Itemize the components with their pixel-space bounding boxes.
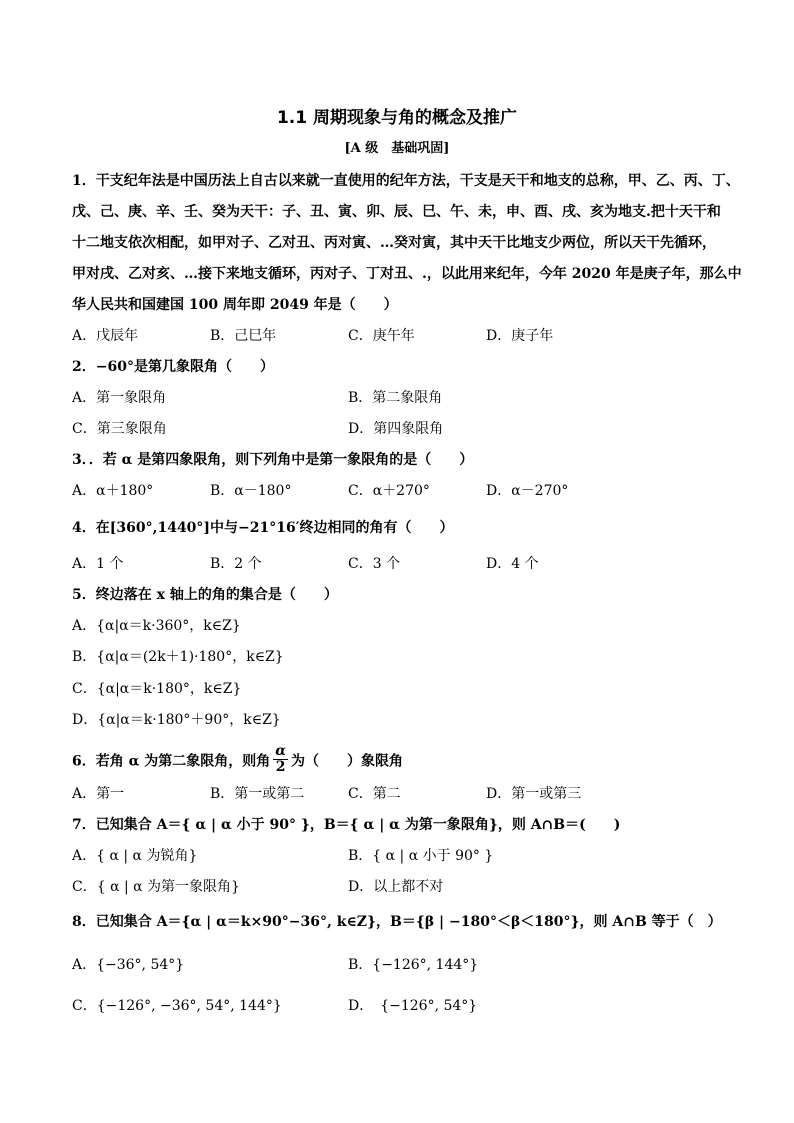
q3-option-b: B．α－180° — [210, 483, 292, 499]
q6-stem — [72, 743, 404, 777]
q2-option-b: B．第二象限角 — [348, 390, 443, 406]
q6-fraction-numerator: α — [275, 743, 287, 759]
q1-line-1: 1．干支纪年法是中国历法上自古以来就一直使用的纪年方法，干支是天干和地支的总称，甲、乙、丙、丁、 — [72, 173, 740, 189]
q1-line-3: 十二地支依次相配，如甲对子、乙对丑、丙对寅、…癸对寅，其中天干比地支少两位，所以天干先循环， — [72, 235, 716, 251]
q5-option-c: C．{α|α＝k·180°，k∈Z} — [72, 681, 242, 697]
q5-option-a: A．{α|α＝k·360°，k∈Z} — [72, 618, 241, 634]
q7-option-c: C．{ α | α 为第一象限角} — [72, 879, 240, 895]
q6-option-b: B．第一或第二 — [210, 786, 305, 802]
q4-option-a: A．1 个 — [72, 556, 124, 572]
q4-option-d: D．4 个 — [486, 556, 539, 572]
q1-line-5: 华人民共和国建国 100 周年即 2049 年是（ ） — [72, 297, 398, 313]
q3-option-d: D．α－270° — [486, 483, 569, 499]
q3-option-c: C．α＋270° — [348, 483, 430, 499]
q3-stem: 3．．若 α 是第四象限角，则下列角中是第一象限角的是（ ） — [72, 452, 474, 468]
q1-line-4: 甲对戌、乙对亥、…接下来地支循环，丙对子、丁对丑、.，以此用来纪年，今年 2020 年是庚子年，那么中 — [72, 266, 742, 282]
q6-fraction-denominator: 2 — [275, 759, 286, 775]
q8-stem: 8．已知集合 A＝{α | α＝k×90°−36°, k∈Z}，B＝{β | −180°＜β＜180°}，则 A∩B 等于（ ） — [72, 914, 722, 930]
level-subtitle: [A 级 基础巩固] — [344, 141, 450, 156]
q6-stem-end: 为（ ）象限角 — [291, 753, 404, 770]
q2-option-d: D．第四象限角 — [348, 421, 444, 437]
q4-option-b: B．2 个 — [210, 556, 262, 572]
q4-option-c: C．3 个 — [348, 556, 401, 572]
q2-stem: 2．−60°是第几象限角（ ） — [72, 359, 274, 375]
q1-option-c: C．庚午年 — [348, 328, 415, 344]
q8-option-b: B．{−126°, 144°} — [348, 957, 479, 973]
q5-option-b: B．{α|α＝(2k＋1)·180°，k∈Z} — [72, 649, 284, 665]
q1-option-a: A．戊辰年 — [72, 328, 139, 344]
q5-stem: 5．终边落在 x 轴上的角的集合是（ ） — [72, 587, 338, 603]
q7-stem: 7．已知集合 A＝{ α | α 小于 90° }，B＝{ α | α 为第一象限角}，则 A∩B＝( ) — [72, 817, 621, 833]
q1-option-d: D．庚子年 — [486, 328, 554, 344]
page-title: 1.1 周期现象与角的概念及推广 — [276, 108, 518, 128]
q6-fraction — [273, 744, 288, 775]
q7-option-a: A．{ α | α 为锐角} — [72, 848, 198, 864]
q6-stem-start: 6．若角 α 为第二象限角，则角 — [72, 753, 271, 770]
q8-option-d: D． {−126°, 54°} — [348, 998, 478, 1014]
q6-option-c: C．第二 — [348, 786, 401, 802]
q6-option-d: D．第一或第三 — [486, 786, 582, 802]
q8-option-c: C．{−126°, −36°, 54°, 144°} — [72, 998, 282, 1014]
q1-option-b: B．己巳年 — [210, 328, 277, 344]
q2-option-c: C．第三象限角 — [72, 421, 167, 437]
q1-line-2: 戊、己、庚、辛、壬、癸为天干：子、丑、寅、卯、辰、巳、午、未，申、酉、戌、亥为地支.把十天干和 — [72, 204, 721, 220]
q2-option-a: A．第一象限角 — [72, 390, 167, 406]
q8-option-a: A．{−36°, 54°} — [72, 957, 185, 973]
q6-option-a: A．第一 — [72, 786, 125, 802]
q3-option-a: A．α＋180° — [72, 483, 154, 499]
q7-option-b: B．{ α | α 小于 90° } — [348, 848, 494, 864]
q7-option-d: D．以上都不对 — [348, 879, 444, 895]
q5-option-d: D．{α|α＝k·180°＋90°，k∈Z} — [72, 712, 281, 728]
q4-stem: 4．在[360°,1440°]中与−21°16′终边相同的角有（ ） — [72, 520, 454, 536]
